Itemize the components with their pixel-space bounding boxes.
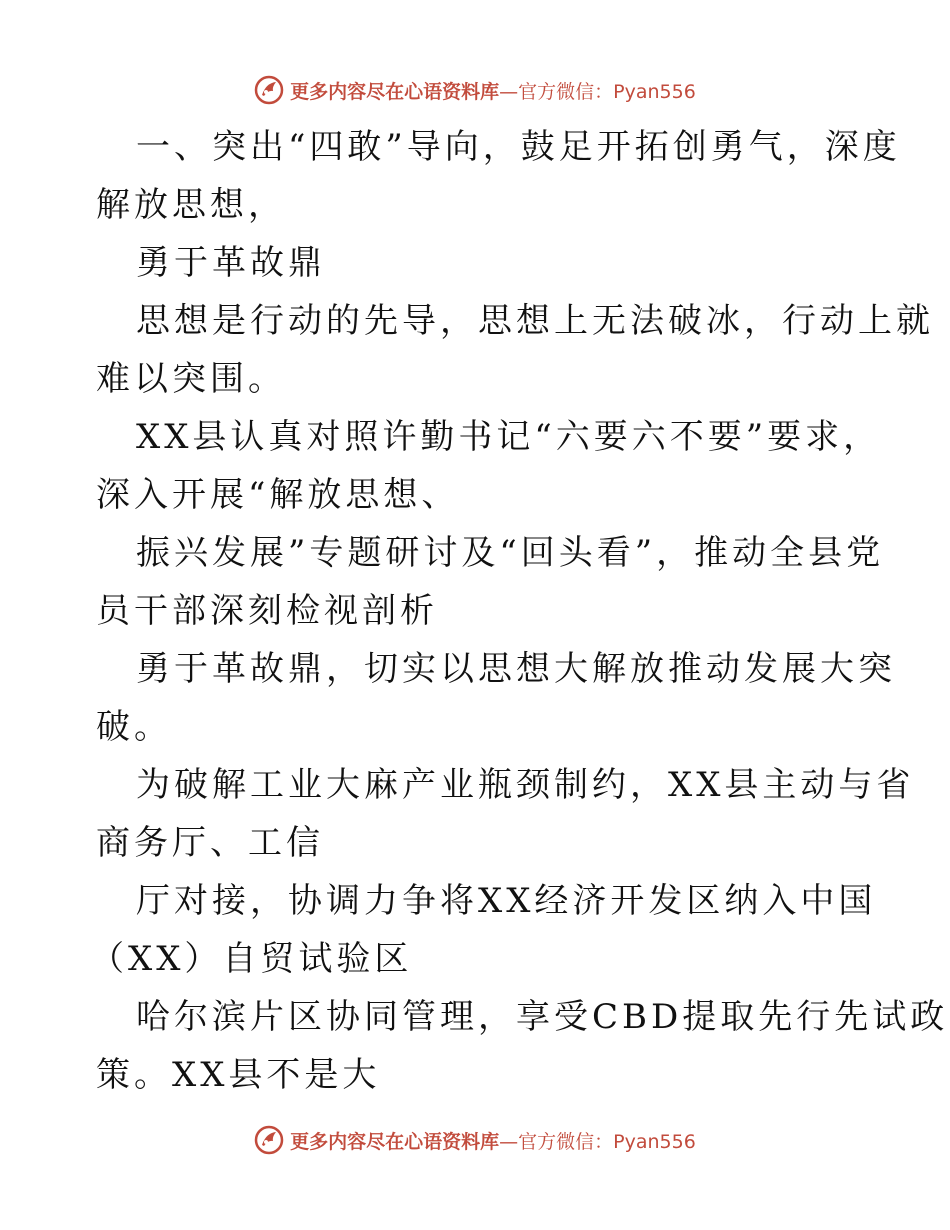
header-banner	[0, 70, 950, 110]
document-body	[90, 118, 949, 1104]
body-line: （XX）自贸试验区	[90, 939, 413, 979]
banner-main-text: 更多内容尽在心语资料库	[290, 80, 500, 103]
body-line: 勇于革故鼎	[136, 243, 326, 283]
body-line: 勇于革故鼎，切实以思想大解放推动发展大突	[136, 649, 896, 689]
body-line: 员干部深刻检视剖析	[96, 591, 438, 631]
footer-banner	[0, 1120, 950, 1160]
logo-icon	[254, 75, 284, 105]
body-line: 一、突出“四敢”导向，鼓足开拓创勇气，深度	[136, 127, 901, 167]
body-line: 为破解工业大麻产业瓶颈制约，XX县主动与省	[136, 765, 915, 805]
body-line: 解放思想，	[96, 185, 286, 225]
banner-sub-text: —官方微信：Pyan556	[499, 80, 696, 103]
body-line: 深入开展“解放思想、	[96, 475, 460, 515]
body-line: 策。XX县不是大	[96, 1055, 381, 1095]
body-line: XX县认真对照许勤书记“六要六不要”要求，	[136, 417, 882, 457]
logo-icon	[254, 1125, 284, 1155]
body-line: 破。	[96, 707, 172, 747]
body-line: 振兴发展”专题研讨及“回头看”，推动全县党	[136, 533, 885, 573]
body-line: 哈尔滨片区协同管理，享受CBD提取先行先试政	[136, 997, 949, 1037]
banner-main-text: 更多内容尽在心语资料库	[290, 1130, 500, 1153]
body-line: 商务厅、工信	[96, 823, 324, 863]
body-line: 厅对接，协调力争将XX经济开发区纳入中国	[136, 881, 877, 921]
banner-sub-text: —官方微信：Pyan556	[499, 1130, 696, 1153]
body-line: 难以突围。	[96, 359, 286, 399]
body-line: 思想是行动的先导，思想上无法破冰，行动上就	[136, 301, 934, 341]
